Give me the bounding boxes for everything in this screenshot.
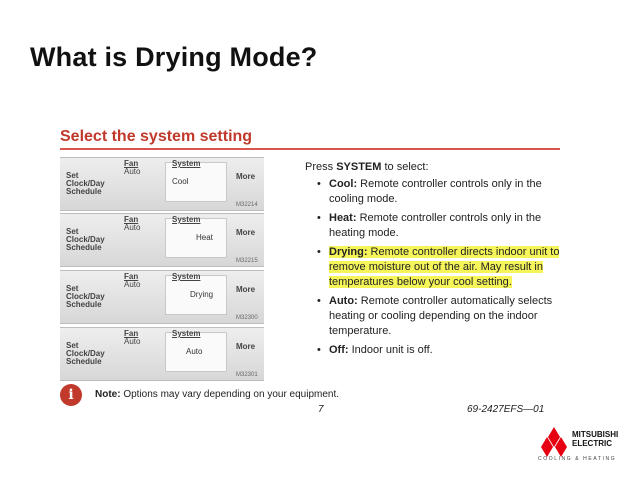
bullet-dot: • xyxy=(317,246,321,258)
more-label: More xyxy=(236,342,256,351)
lead-prefix: Press xyxy=(305,161,337,173)
fan-label: Fan xyxy=(124,159,139,168)
bullet-dot: • xyxy=(317,344,321,356)
bullet-text: Remote controller directs indoor unit to remove moisture out of the air. May result in temperatures below your cool setting. xyxy=(329,246,560,288)
section-heading: Select the system setting xyxy=(60,128,253,145)
fan-value: Auto xyxy=(124,337,141,346)
brand-name-line1: MITSUBISHI xyxy=(572,430,619,439)
page-number: 7 xyxy=(318,404,324,415)
bullet-term: Off: xyxy=(329,344,349,356)
document-code: 69-2427EFS—01 xyxy=(467,404,545,415)
bullet-text: Remote controller controls only in the cooling mode. xyxy=(329,178,542,205)
more-label: More xyxy=(236,285,256,294)
fan-value: Auto xyxy=(124,280,141,289)
thermostat-panel-cool xyxy=(60,157,264,211)
brand-tagline: COOLING & HEATING xyxy=(538,456,617,462)
bullet-auto xyxy=(305,294,575,339)
bullet-dot: • xyxy=(317,295,321,307)
brand-name-line2: ELECTRIC xyxy=(572,439,612,448)
bullet-off xyxy=(305,343,575,358)
bullet-term: Drying: xyxy=(329,246,368,258)
bullet-term: Heat: xyxy=(329,212,357,224)
fan-label: Fan xyxy=(124,272,139,281)
bullet-dot: • xyxy=(317,212,321,224)
bullet-text: Remote controller controls only in the heating mode. xyxy=(329,212,542,239)
fan-value: Auto xyxy=(124,167,141,176)
more-label: More xyxy=(236,172,256,181)
bullet-text: Remote controller automatically selects heating or cooling depending on the indoor temperature. xyxy=(329,295,553,337)
mode-value: Cool xyxy=(172,177,189,186)
system-label: System xyxy=(172,215,201,224)
thermostat-panel-heat xyxy=(60,213,264,267)
instructions-lead xyxy=(305,160,575,175)
figure-code: M32300 xyxy=(236,315,258,321)
figure-code: M32301 xyxy=(236,372,258,378)
more-label: More xyxy=(236,228,256,237)
thermostat-panel-auto xyxy=(60,327,264,381)
bullet-heat xyxy=(305,211,575,241)
set-label: Set Clock/Day Schedule xyxy=(66,284,105,309)
bullet-term: Auto: xyxy=(329,295,358,307)
system-label: System xyxy=(172,329,201,338)
set-label: Set Clock/Day Schedule xyxy=(66,171,105,196)
lead-suffix: to select: xyxy=(381,161,429,173)
set-label: Set Clock/Day Schedule xyxy=(66,341,105,366)
system-label: System xyxy=(172,159,201,168)
mode-value: Heat xyxy=(196,233,213,242)
highlighted-text xyxy=(329,246,559,288)
instructions xyxy=(305,160,575,362)
bullet-cool xyxy=(305,177,575,207)
mode-value: Drying xyxy=(190,290,214,299)
bullet-dot: • xyxy=(317,178,321,190)
brand-name xyxy=(572,430,618,448)
note-text: Options may vary depending on your equipment. xyxy=(120,389,340,400)
bullet-text: Indoor unit is off. xyxy=(348,344,433,356)
system-label: System xyxy=(172,272,201,281)
lead-bold: SYSTEM xyxy=(336,161,382,173)
bullet-term: Cool: xyxy=(329,178,358,190)
set-label: Set Clock/Day Schedule xyxy=(66,227,105,252)
mode-value: Auto xyxy=(186,347,203,356)
fan-value: Auto xyxy=(124,223,141,232)
fan-label: Fan xyxy=(124,215,139,224)
heading-rule xyxy=(60,148,560,150)
figure-code: M32214 xyxy=(236,202,258,208)
figure-code: M32215 xyxy=(236,258,258,264)
note xyxy=(95,389,339,400)
thermostat-panel-drying xyxy=(60,270,264,324)
info-icon: i xyxy=(60,384,82,406)
note-label: Note: xyxy=(95,389,121,400)
fan-label: Fan xyxy=(124,329,139,338)
slide-title: What is Drying Mode? xyxy=(30,42,318,72)
bullet-drying xyxy=(305,245,575,290)
